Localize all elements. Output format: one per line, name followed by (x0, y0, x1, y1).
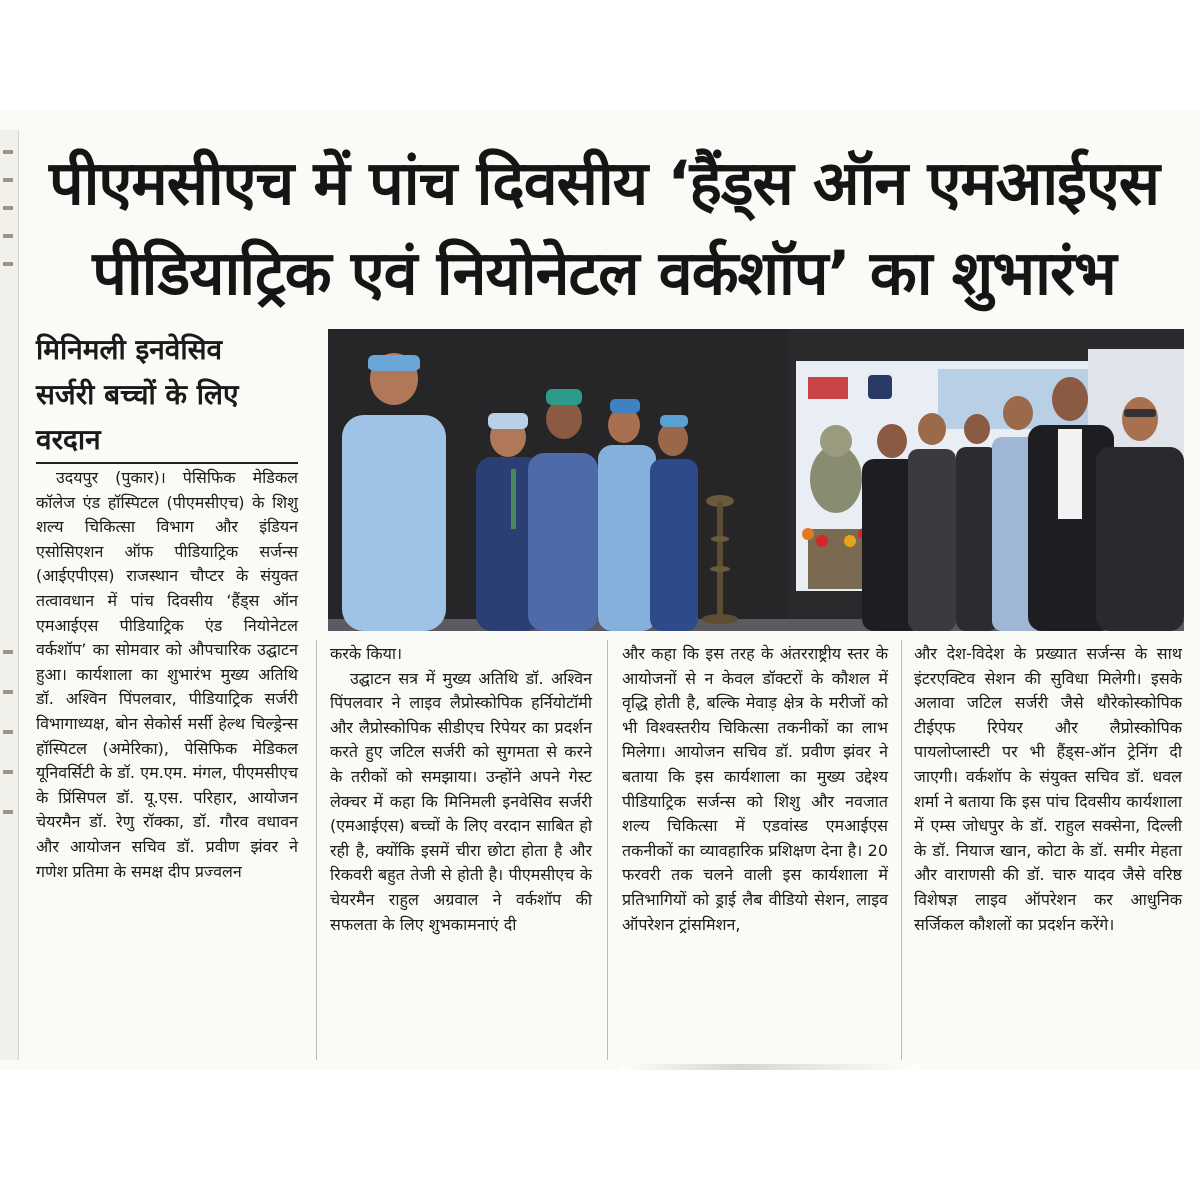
article-column-2 (330, 642, 592, 937)
event-photo (328, 329, 1184, 631)
column-divider (316, 640, 317, 1060)
edge-mark (3, 690, 13, 694)
edge-mark (3, 178, 13, 182)
headline-line-1: पीएमसीएच में पांच दिवसीय ‘हैंड्स ऑन एमआईएस (49, 148, 1159, 219)
column-2-text-b: उद्घाटन सत्र में मुख्य अतिथि डॉ. अश्विन पिंपलवार ने लाइव लैप्रोस्कोपिक हर्नियोटॉमी और लैप्रोस्कोपिक सीडीएच रिपेयर का प्रदर्शन करते हुए जटिल सर्जरी को सुगमता से करने के तरीकों को समझाया। उन्होंने अपने गेस्ट लेक्चर में कहा कि मिनिमली इनवेसिव सर्जरी (एमआईएस) बच्चों के लिए वरदान साबित हो रही है, क्योंकि इसमें चीरा छोटा होता है और रिकवरी बहुत तेजी से होती है। पीएमसीएच के चेयरमैन राहुल अग्रवाल ने वर्कशॉप की सफलता के लिए शुभकामनाएं दी (330, 668, 592, 934)
edge-mark (3, 650, 13, 654)
column-1-text: उदयपुर (पुकार)। पेसिफिक मेडिकल कॉलेज एंड हॉस्पिटल (पीएमसीएच) के शिशु शल्य चिकित्सा विभाग और इंडियन एसोसिएशन ऑफ पीडियाट्रिक सर्जन्स (आईएपीएस) राजस्थान चौप्टर के संयुक्त तत्वावधान में पांच दिवसीय ‘हैंड्स ऑन एमआईएस पीडियाट्रिक एंड नियोनेटल वर्कशॉप’ का सोमवार को औपचारिक उद्घाटन हुआ। कार्यशाला का शुभारंभ मुख्य अतिथि डॉ. अश्विन पिंपलवार, पीडियाट्रिक सर्जरी विभागाध्यक्ष, बोन सेकोर्स मर्सी हेल्थ चिल्ड्रेन्स हॉस्पिटल (अमेरिका), पेसिफिक मेडिकल यूनिवर्सिटी के डॉ. एम.एम. मंगल, पीएमसीएच के प्रिंसिपल डॉ. यू.एस. परिहार, आयोजन चेयरमैन डॉ. रेणु रॉक्का, डॉ. गौरव वधावन और आयोजन सचिव डॉ. प्रवीण झंवर ने गणेश प्रतिमा के समक्ष दीप प्रज्वलन (36, 468, 298, 881)
edge-mark (3, 770, 13, 774)
banner-logo-pmch (808, 377, 848, 399)
column-4-text: और देश-विदेश के प्रख्यात सर्जन्स के साथ इंटरएक्टिव सेशन की सुविधा मिलेगी। इसके अलावा जटिल सर्जरी जैसे थौरेकोस्कोपिक टीईएफ रिपेयर और लैप्रोस्कोपिक पायलोप्लास्टी पर भी हैंड्स-ऑन ट्रेनिंग दी जाएगी। वर्कशॉप के संयुक्त सचिव डॉ. धवल शर्मा ने बताया कि इस पांच दिवसीय कार्यशाला में एम्स जोधपुर के डॉ. राहुल सक्सेना, दिल्ली के डॉ. नियाज खान, कोटा के डॉ. समीर मेहता और वाराणसी की डॉ. चारु यादव जैसे वरिष्ठ विशेषज्ञ लाइव ऑपरेशन कर आधुनिक सर्जिकल कौशलों का प्रदर्शन करेंगे। (914, 644, 1182, 934)
article-column-4 (914, 642, 1182, 937)
subhead-line-2: सर्जरी बच्चों के लिए (36, 378, 239, 411)
article-column-1 (36, 466, 298, 884)
subhead-line-1: मिनिमली इनवेसिव (36, 333, 223, 366)
article-column-3 (622, 642, 888, 937)
edge-mark (3, 262, 13, 266)
column-3-text: और कहा कि इस तरह के अंतरराष्ट्रीय स्तर के आयोजनों से न केवल डॉक्टरों के कौशल में वृद्धि होती है, बल्कि मेवाड़ क्षेत्र के मरीजों को भी विश्वस्तरीय चिकित्सा तकनीकों का लाभ मिलेगा। आयोजन सचिव डॉ. प्रवीण झंवर ने बताया कि इस कार्यशाला का मुख्य उद्देश्य पीडियाट्रिक सर्जन्स को शिशु और नवजात शल्य चिकित्सा में एडवांस्ड एमआईएस तकनीकों का व्यावहारिक प्रशिक्षण देना है। 20 फरवरी तक चलने वाली इस कार्यशाला में प्रतिभागियों को ड्राई लैब वीडियो सेशन, लाइव ऑपरेशन ट्रांसमिशन, (622, 644, 888, 934)
subhead-line-3: वरदान (36, 423, 101, 456)
edge-mark (3, 810, 13, 814)
edge-mark (3, 730, 13, 734)
edge-mark (3, 206, 13, 210)
edge-mark (3, 234, 13, 238)
clipping-bottom-edge (620, 1064, 920, 1070)
event-photo-illustration (328, 329, 1184, 631)
column-divider (607, 640, 608, 1060)
edge-mark (3, 150, 13, 154)
adjacent-column-edge (0, 130, 19, 1060)
column-2-text-a: करके किया। (330, 644, 403, 663)
column-divider (901, 640, 902, 1060)
headline-line-2: पीडियाट्रिक एवं नियोनेटल वर्कशॉप’ का शुभारंभ (92, 238, 1116, 309)
subhead-rule (36, 462, 298, 464)
banner-logo (868, 375, 892, 399)
